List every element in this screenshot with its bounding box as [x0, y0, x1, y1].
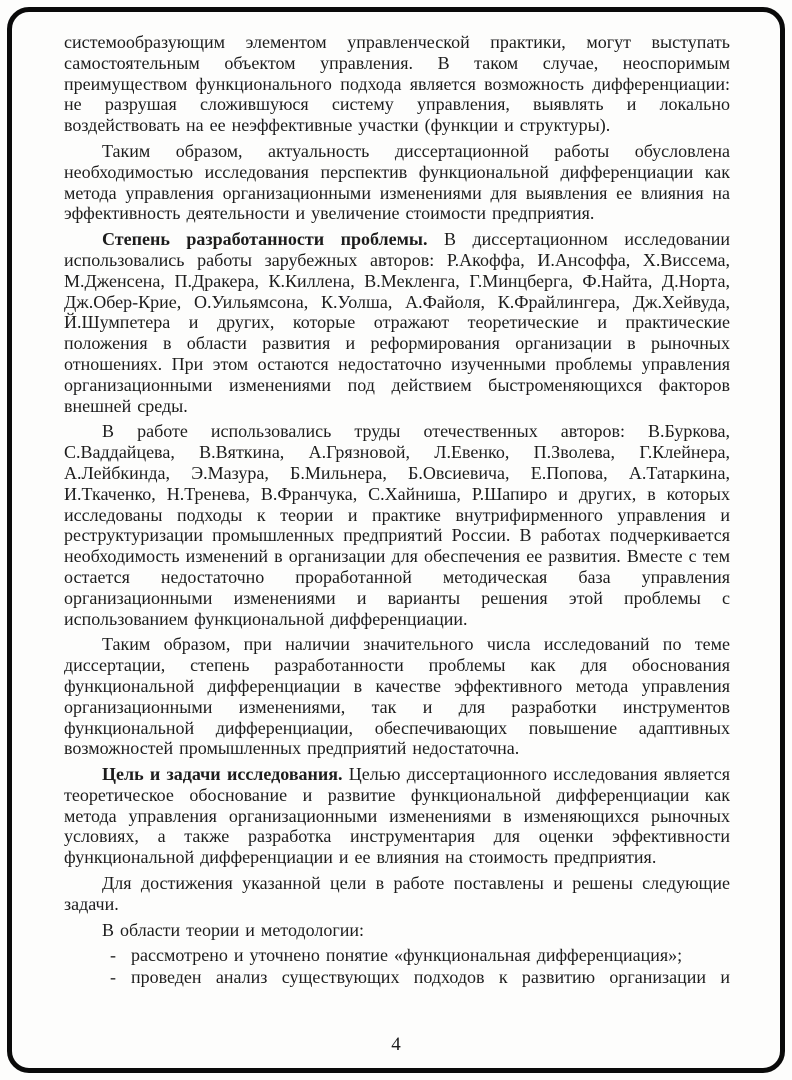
- paragraph: [64, 229, 730, 416]
- paragraph: [64, 764, 730, 868]
- paragraph-text: В работе использовались труды отечественных авторов: В.Буркова, С.Ваддайцева, В.Вяткина, А.Грязновой, Л.Евенко, П.Зволева, Г.Клейнера, А.Лейбкинда, Э.Мазура, Б.Мильнера, Б.Овсиевича, Е.Попова, А.Татаркина, И.Ткаченко, Н.Тренева, В.Франчука, С.Хайниша, Р.Шапиро и других, в которых исследованы подходы к теории и практике внутрифирменного управления и реструктуризации промышленных предприятий России. В работах подчеркивается необходимость изменений в организации для обеспечения ее развития. Вместе с тем остается недостаточно проработанной методическая база управления организационными изменениями и варианты решения этой проблемы с использованием функциональной дифференциации.: [64, 421, 730, 629]
- list-dash-marker: -: [110, 967, 116, 988]
- list-item-text: рассмотрено и уточнено понятие «функциональная дифференциация»;: [131, 945, 683, 966]
- paragraph-text: системообразующим элементом управленческой практики, могут выступать самостоятельным объектом управления. В таком случае, неоспоримым преимуществом функционального подхода является возможность дифференциации: не разрушая сложившуюся систему управления, выявлять и локально воздействовать на ее неэффективные участки (функции и структуры).: [64, 32, 730, 136]
- paragraph-text: Таким образом, актуальность диссертационной работы обусловлена необходимостью исследования перспектив функциональной дифференциации как метода управления организационными изменениями для выявления ее влияния на эффективность деятельности и увеличение стоимости предприятия.: [64, 140, 730, 224]
- paragraph-text: Таким образом, при наличии значительного числа исследований по теме диссертации, степень разработанности проблемы как для обоснования функциональной дифференциации в качестве эффективного метода управления организационными изменениями, так и для разработки инструментов функциональной дифференциации, обеспечивающих повышение адаптивных возможностей промышленных предприятий недостаточна.: [64, 634, 730, 759]
- paragraph: [64, 421, 730, 629]
- paragraph: [64, 873, 730, 915]
- section-heading: Цель и задачи исследования.: [102, 764, 343, 785]
- paragraph: [64, 32, 730, 136]
- paragraph: [64, 141, 730, 224]
- list-item: [64, 945, 730, 966]
- page-content: [64, 32, 730, 989]
- list-dash-marker: -: [110, 945, 116, 966]
- paragraph: [64, 634, 730, 759]
- paragraph-text: Целью диссертационного исследования является теоретическое обоснование и развитие функциональной дифференциации как метода управления организационными изменениями в изменяющихся рыночных условиях, а также разработка инструментария для оценки эффективности функциональной дифференциации и ее влияния на стоимость предприятия.: [64, 764, 730, 868]
- page-number: 4: [391, 1034, 401, 1055]
- paragraph: [64, 920, 730, 941]
- paragraph-text: Для достижения указанной цели в работе поставлены и решены следующие задачи.: [64, 873, 730, 914]
- paragraph-text: В области теории и методологии:: [102, 919, 364, 940]
- list-item: [64, 967, 730, 988]
- list-item-text: проведен анализ существующих подходов к развитию организации и: [131, 967, 730, 988]
- paragraph-text: В диссертационном исследовании использовались работы зарубежных авторов: Р.Акоффа, И.Ансоффа, Х.Виссема, М.Дженсена, П.Дракера, К.Киллена, В.Мекленга, Г.Минцберга, Ф.Найта, Д.Норта, Дж.Обер-Крие, О.Уильямсона, К.Уолша, А.Файоля, К.Фрайлингера, Дж.Хейвуда, Й.Шумпетера и других, которые отражают теоретические и практические положения в области развития и реформирования организации в рыночных отношениях. При этом остаются недостаточно изученными проблемы управления организационными изменениями под действием быстроменяющихся факторов внешней среды.: [64, 229, 730, 416]
- section-heading: Степень разработанности проблемы.: [102, 229, 428, 250]
